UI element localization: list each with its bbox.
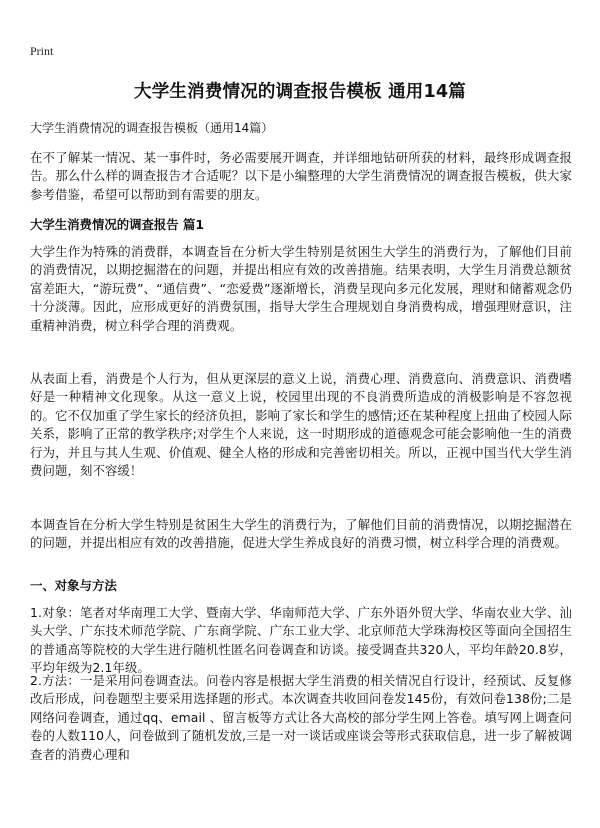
body-paragraph-2: 从表面上看，消费是个人行为，但从更深层的意义上说，消费心理、消费意向、消费意识、消费嗜好是一种精神文化现象。从这一意义上说，校园里出现的不良消费所造成的消极影响是不容忽视的。它不仅加重了学生家长的经济负担，影响了家长和学生的感情;还在某种程度上扭曲了校园人际关系，影响了正常的教学秩序;对学生个人来说，这一时期形成的道德观念可能会影响他一生的消费行为，并且与其人生观、价值观、健全人格的形成和完善密切相关。所以，正视中国当代大学生消费问题，刻不容缓！ [30, 371, 572, 479]
method-paragraph-2: 2.方法：一是采用问卷调查法。问卷内容是根据大学生消费的相关情况自行设计，经预试、反复修改后形成，问卷题型主要采用选择题的形式。本次调查共收回问卷发145份，有效问卷138份;二是网络问卷调查，通过qq、email 、留言板等方式让各大高校的部分学生网上答卷。填写网上调查问卷的人数110人，问卷做到了随机发放,三是一对一谈话或座谈会等形式获取信息，进一步了解被调查者的消费心理和 [30, 673, 572, 762]
method-paragraph-1: 1.对象：笔者对华南理工大学、暨南大学、华南师范大学、广东外语外贸大学、华南农业大学、汕头大学、广东技术师范学院、广东商学院、广东工业大学、北京师范大学珠海校区等面向全国招生的普通高等院校的大学生进行随机性匿名问卷调查和访谈。接受调查共320人，平均年龄20.8岁，平均年级为2.1年级。 [30, 605, 572, 676]
intro-paragraph: 在不了解某一情况、某一事件时，务必需要展开调查，并详细地钻研所获的材料，最终形成调查报告。那么什么样的调查报告才合适呢？以下是小编整理的大学生消费情况的调查报告模板，供大家参考借鉴，希望可以帮助到有需要的朋友。 [30, 150, 572, 202]
body-paragraph-3: 本调查旨在分析大学生特别是贫困生大学生的消费行为，了解他们目前的消费情况，以期挖掘潜在的问题，并提出相应有效的改善措施，促进大学生养成良好的消费习惯，树立科学合理的消费观。 [30, 517, 572, 551]
subtitle: 大学生消费情况的调查报告模板（通用14篇） [30, 121, 274, 135]
section2-heading: 一、对象与方法 [30, 578, 117, 593]
body-paragraph-1: 大学生作为特殊的消费群，本调查旨在分析大学生特别是贫困生大学生的消费行为，了解他们目前的消费情况，以期挖掘潜在的问题，并提出相应有效的改善措施。结果表明，大学生月消费总额贫富差距大，“游玩费”、“通信费”、“恋爱费”逐渐增长，消费呈现向多元化发展，理财和储蓄观念仍十分淡薄。因此，应形成更好的消费氛围，指导大学生合理规划自身消费构成，增强理财意识，注重精神消费，树立科学合理的消费观。 [30, 244, 572, 333]
page-title: 大学生消费情况的调查报告模板 通用14篇 [134, 82, 466, 102]
section-heading: 大学生消费情况的调查报告 篇1 [30, 217, 205, 232]
print-link[interactable]: Print [30, 44, 54, 58]
